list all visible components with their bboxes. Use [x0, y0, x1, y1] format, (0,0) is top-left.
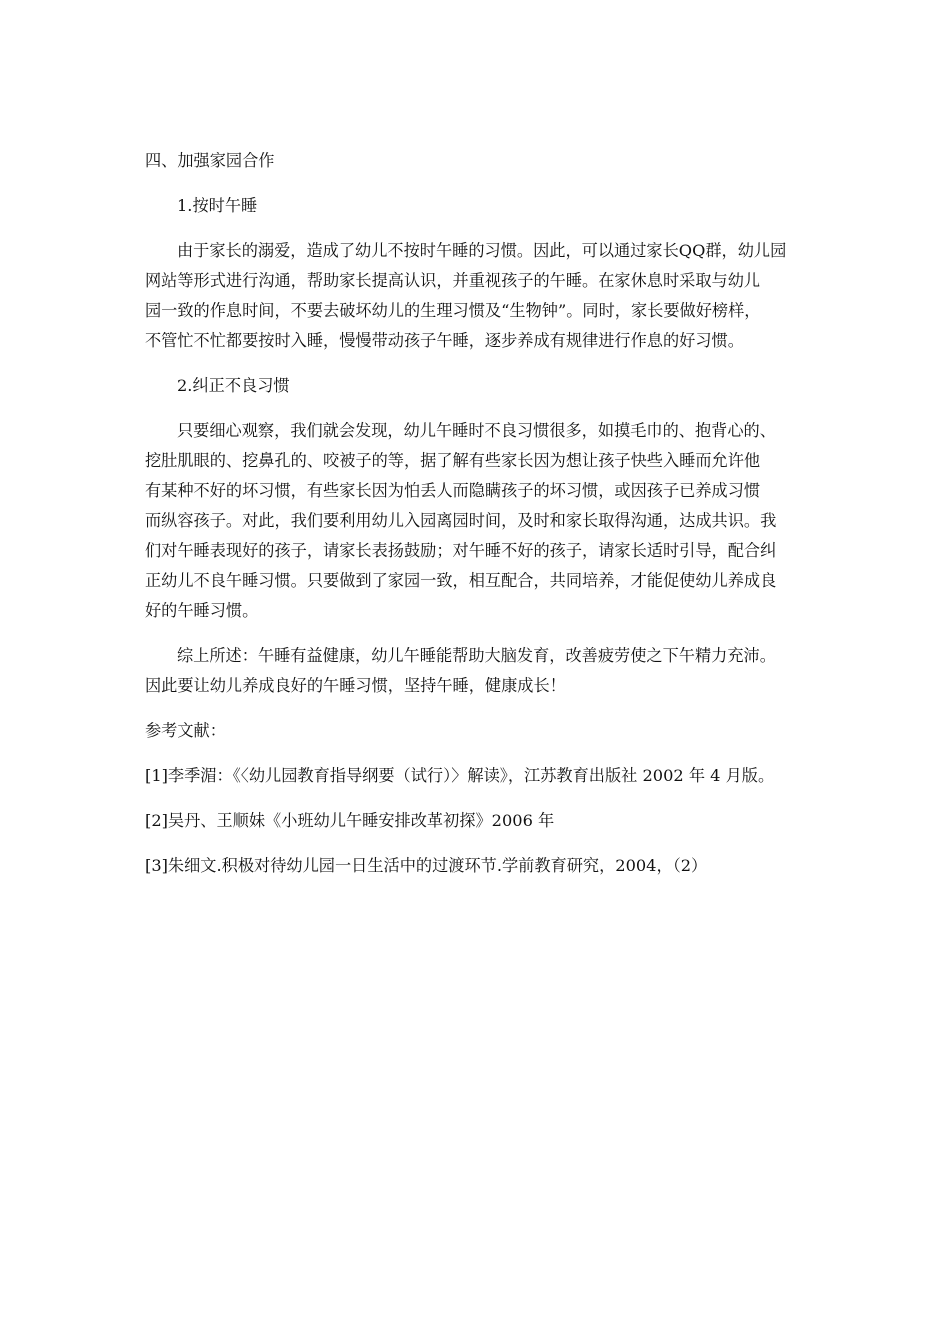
reference-item: [3]朱细文.积极对待幼儿园一日生活中的过渡环节.学前教育研究，2004，（2）	[145, 856, 708, 875]
paragraph-line: 因此要让幼儿养成良好的午睡习惯，坚持午睡，健康成长！	[145, 676, 566, 695]
spacer	[145, 356, 815, 371]
spacer	[145, 626, 815, 641]
spacer	[145, 221, 815, 236]
paragraph-correct-habits	[145, 416, 815, 626]
paragraph-line: 们对午睡表现好的孩子，请家长表扬鼓励；对午睡不好的孩子，请家长适时引导，配合纠	[145, 541, 777, 560]
subsection-title-2: 2.纠正不良习惯	[177, 376, 290, 395]
paragraph-line: 网站等形式进行沟通，帮助家长提高认识，并重视孩子的午睡。在家休息时采取与幼儿	[145, 271, 761, 290]
section-heading: 四、加强家园合作	[145, 151, 275, 170]
reference-item: [1]李季湄：《〈幼儿园教育指导纲要（试行）〉解读》，江苏教育出版社 2002 年 4 月版。	[145, 766, 775, 785]
paragraph-line: 有某种不好的坏习惯，有些家长因为怕丢人而隐瞒孩子的坏习惯，或因孩子已养成习惯	[145, 481, 761, 500]
paragraph-line: 由于家长的溺爱，造成了幼儿不按时午睡的习惯。因此，可以通过家长QQ群，幼儿园	[177, 241, 787, 260]
paragraph-line: 正幼儿不良午睡习惯。只要做到了家园一致，相互配合，共同培养，才能促使幼儿养成良	[145, 571, 777, 590]
paragraph-line: 只要细心观察，我们就会发现，幼儿午睡时不良习惯很多，如摸毛巾的、抱背心的、	[177, 421, 776, 440]
paragraph-nap-on-time	[145, 236, 815, 356]
spacer	[145, 836, 815, 851]
document-body	[145, 146, 815, 881]
references-heading: 参考文献：	[145, 721, 226, 740]
subsection-title-1: 1.按时午睡	[177, 196, 258, 215]
spacer	[145, 401, 815, 416]
paragraph-line: 综上所述：午睡有益健康，幼儿午睡能帮助大脑发育，改善疲劳使之下午精力充沛。	[177, 646, 776, 665]
paragraph-conclusion	[145, 641, 815, 701]
paragraph-line: 挖肚肌眼的、挖鼻孔的、咬被子的等，据了解有些家长因为想让孩子快些入睡而允许他	[145, 451, 761, 470]
spacer	[145, 746, 815, 761]
paragraph-line: 园一致的作息时间，不要去破坏幼儿的生理习惯及“生物钟”。同时，家长要做好榜样，	[145, 301, 761, 320]
paragraph-line: 而纵容孩子。对此，我们要利用幼儿入园离园时间，及时和家长取得沟通，达成共识。我	[145, 511, 777, 530]
reference-item: [2]吴丹、王顺妹《小班幼儿午睡安排改革初探》2006 年	[145, 811, 555, 830]
spacer	[145, 791, 815, 806]
spacer	[145, 176, 815, 191]
spacer	[145, 701, 815, 716]
paragraph-line: 不管忙不忙都要按时入睡，慢慢带动孩子午睡，逐步养成有规律进行作息的好习惯。	[145, 331, 744, 350]
paragraph-line: 好的午睡习惯。	[145, 601, 259, 620]
